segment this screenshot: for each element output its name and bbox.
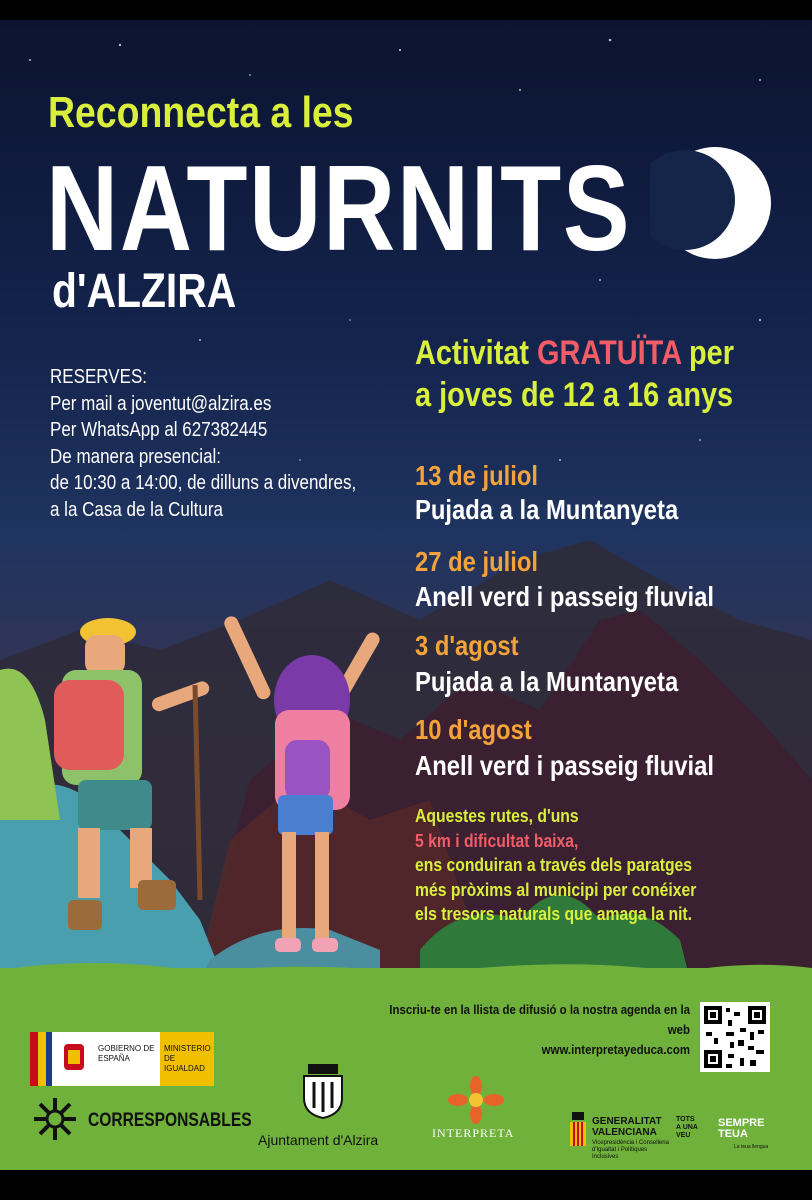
reservations-heading: RESERVES: — [50, 366, 148, 388]
promo-prefix: Activitat — [415, 334, 530, 372]
page-title: NATURNITS — [46, 140, 632, 276]
pre-title: Reconnecta a les — [48, 88, 354, 137]
promo-block — [415, 332, 734, 416]
sempre-sub: La teua llengua — [734, 1144, 769, 1150]
event-title: Pujada a la Muntanyeta — [415, 494, 679, 525]
note-line: Aquestes rutes, d'uns — [415, 805, 579, 826]
reservations-block — [50, 364, 356, 523]
gobierno-logo — [30, 1032, 214, 1086]
qr-code-icon[interactable] — [700, 1002, 770, 1072]
coat-of-arms-icon — [56, 1040, 92, 1078]
sempre-label: SEMPRE TEUA — [718, 1117, 765, 1140]
newsletter-text — [330, 1000, 690, 1060]
generalitat-sub: Vicepresidència i Conselleria d'Igualtat i Polítiques Inclusives — [592, 1140, 669, 1160]
crescent-moon-icon — [650, 138, 780, 268]
event-title: Anell verd i passeig fluvial — [415, 581, 714, 612]
event-title: Anell verd i passeig fluvial — [415, 750, 714, 781]
reservations-hours: de 10:30 a 14:00, de dilluns a divendres, — [50, 472, 357, 494]
note-line: més pròxims al municipi per conéixer — [415, 878, 697, 900]
event-date: 3 d'agost — [415, 630, 519, 661]
promo-audience: a joves de 12 a 16 anys — [415, 376, 734, 414]
newsletter-label: Inscriu-te en la llista de difusió o la nostra agenda en la web — [389, 1002, 690, 1037]
ajuntament-shield-icon — [300, 1060, 346, 1120]
route-description — [415, 804, 696, 927]
website-link[interactable]: www.interpretayeduca.com — [541, 1042, 690, 1057]
note-line: 5 km i dificultat baixa, — [415, 829, 579, 851]
event-title: Pujada a la Muntanyeta — [415, 666, 679, 697]
ajuntament-label: Ajuntament d'Alzira — [258, 1132, 379, 1148]
generalitat-crest-icon — [568, 1110, 588, 1150]
corresponsables-icon — [30, 1094, 80, 1144]
generalitat-label: GENERALITAT VALENCIANA — [592, 1116, 662, 1138]
interpreta-label: INTERPRETA — [432, 1126, 515, 1140]
gobierno-label: GOBIERNO DE ESPAÑA — [98, 1044, 155, 1063]
poster — [0, 20, 812, 1170]
reservations-whatsapp: Per WhatsApp al 627382445 — [50, 419, 268, 441]
reservations-email: Per mail a joventut@alzira.es — [50, 392, 272, 415]
event-date: 13 de juliol — [415, 460, 538, 491]
promo-suffix: per — [689, 334, 735, 372]
subtitle: d'ALZIRA — [52, 265, 237, 318]
reservations-location: a la Casa de la Cultura — [50, 498, 223, 521]
ministerio-label: MINISTERIO DE IGUALDAD — [164, 1044, 211, 1073]
corresponsables-label: CORRESPONSABLES — [88, 1110, 252, 1131]
reservations-in-person: De manera presencial: — [50, 445, 222, 468]
tots-label: TOTS A UNA VEU — [676, 1116, 698, 1139]
note-line: els tresors naturals que amaga la nit. — [415, 903, 693, 924]
note-line: ens conduiran a través dels paratges — [415, 854, 693, 875]
event-date: 10 d'agost — [415, 714, 532, 745]
event-date: 27 de juliol — [415, 546, 538, 577]
interpreta-flower-icon — [446, 1076, 506, 1124]
promo-highlight: GRATUÏTA — [537, 334, 681, 372]
